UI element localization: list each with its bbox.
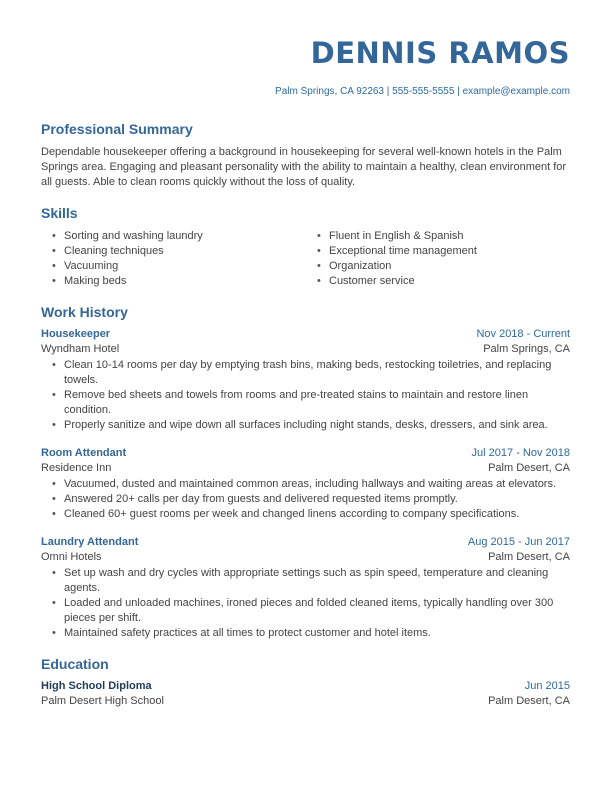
skill-item: • Organization bbox=[317, 259, 477, 274]
education-heading: Education bbox=[41, 656, 109, 672]
skill-item: • Customer service bbox=[317, 274, 477, 289]
skill-item: • Exceptional time management bbox=[317, 244, 477, 259]
job-duty: • Loaded and unloaded machines, ironed pieces and folded cleaned items, typically handling over 300 pieces per shift. bbox=[52, 596, 567, 626]
job-duty: • Clean 10-14 rooms per day by emptying trash bins, making beds, restocking toiletries, and replacing towels. bbox=[52, 358, 567, 388]
job-title: Room Attendant bbox=[41, 447, 127, 459]
skill-item: • Cleaning techniques bbox=[52, 244, 203, 259]
work-history-heading: Work History bbox=[41, 304, 128, 320]
education-date: Jun 2015 bbox=[524, 680, 570, 692]
skill-item: • Vacuuming bbox=[52, 259, 203, 274]
summary-text: Dependable housekeeper offering a background in housekeeping for several well-known hotels in the Palm Springs area. Engaging and pleasant personality with the ability to maintain a healthy, clean environment for all guests. Able to clean rooms quickly without the loss of quality. bbox=[41, 146, 567, 188]
job-location: Palm Desert, CA bbox=[488, 551, 570, 563]
skills-heading: Skills bbox=[41, 205, 78, 221]
skill-item: • Making beds bbox=[52, 274, 203, 289]
job-duty: • Cleaned 60+ guest rooms per week and changed linens according to company specifications. bbox=[52, 507, 567, 522]
job-title: Housekeeper bbox=[41, 328, 111, 340]
job-duty: • Vacuumed, dusted and maintained common areas, including hallways and waiting areas at elevators. bbox=[52, 477, 567, 492]
job-duties-list bbox=[52, 358, 567, 433]
candidate-name: DENNIS RAMOS bbox=[310, 36, 570, 70]
job-dates: Aug 2015 - Jun 2017 bbox=[467, 536, 570, 548]
skills-list-right bbox=[317, 229, 477, 289]
skill-item: • Fluent in English & Spanish bbox=[317, 229, 477, 244]
job-company: Residence Inn bbox=[41, 462, 112, 474]
job-duty: • Maintained safety practices at all times to protect customer and hotel items. bbox=[52, 626, 567, 641]
skills-list-left bbox=[52, 229, 203, 289]
job-duty: • Answered 20+ calls per day from guests and delivered requested items promptly. bbox=[52, 492, 567, 507]
job-company: Omni Hotels bbox=[41, 551, 102, 563]
school-location: Palm Desert, CA bbox=[488, 695, 570, 707]
job-duties-list bbox=[52, 566, 567, 641]
skill-item: • Sorting and washing laundry bbox=[52, 229, 203, 244]
job-duties-list bbox=[52, 477, 567, 522]
job-duty: • Set up wash and dry cycles with appropriate settings such as spin speed, temperature and cleaning agents. bbox=[52, 566, 567, 596]
job-company: Wyndham Hotel bbox=[41, 343, 120, 355]
job-dates: Nov 2018 - Current bbox=[476, 328, 570, 340]
school-name: Palm Desert High School bbox=[41, 695, 164, 707]
contact-line: Palm Springs, CA 92263 | 555-555-5555 | example@example.com bbox=[275, 86, 570, 97]
job-location: Palm Desert, CA bbox=[488, 462, 570, 474]
job-location: Palm Springs, CA bbox=[483, 343, 570, 355]
job-duty: • Remove bed sheets and towels from rooms and pre-treated stains to maintain and restore linen condition. bbox=[52, 388, 567, 418]
job-duty: • Properly sanitize and wipe down all surfaces including night stands, desks, dressers, and sink area. bbox=[52, 418, 567, 433]
summary-heading: Professional Summary bbox=[41, 121, 193, 137]
job-dates: Jul 2017 - Nov 2018 bbox=[471, 447, 570, 459]
degree-title: High School Diploma bbox=[41, 680, 152, 692]
job-title: Laundry Attendant bbox=[41, 536, 139, 548]
